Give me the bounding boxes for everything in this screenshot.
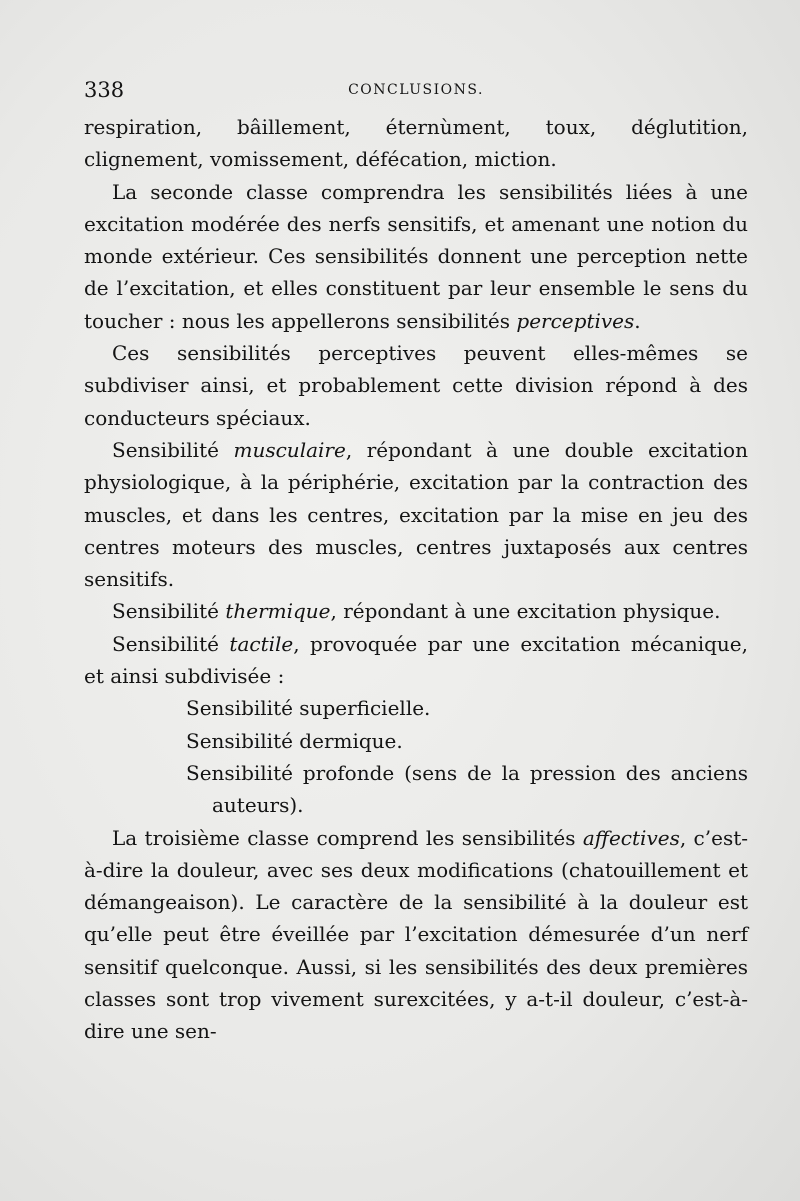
list-item: Sensibilité profonde (sens de la pression des anciens auteurs).	[186, 760, 748, 818]
list-item: Sensibilité superficielle.	[186, 696, 431, 721]
paragraph: respiration, bâillement, éternùment, toux, déglutition, clignement, vomissement, défécation, miction.	[84, 115, 748, 172]
italic-term: thermique	[225, 599, 331, 624]
paragraph: La seconde classe comprendra les sensibilités liées à une excitation modérée des nerfs sensitifs, et amenant une notion du monde extérieur. Ces sensibilités donnent une perception nette de l’excitation, et elles constituent par leur ensemble le sens du toucher : nous les appellerons sensibilités perceptives.	[84, 179, 748, 333]
list-item: Sensibilité dermique.	[186, 728, 403, 753]
paragraph: Sensibilité thermique, répondant à une excitation physique.	[112, 599, 721, 624]
paragraph: Ces sensibilités perceptives peuvent elles-mêmes se subdiviser ainsi, et probablement cette division répond à des conducteurs spéciaux.	[84, 341, 748, 430]
italic-term: affectives	[582, 825, 680, 850]
italic-term: perceptives	[516, 308, 635, 333]
italic-term: tactile	[229, 631, 294, 656]
page-body	[84, 111, 748, 1048]
running-title: CONCLUSIONS.	[348, 82, 484, 98]
page-header	[84, 78, 748, 108]
paragraph: Sensibilité musculaire, répondant à une double excitation physiologique, à la périphérie, excitation par la contraction des muscles, et dans les centres, excitation par la mise en jeu des centres moteurs des muscles, centres juxtaposés aux centres sensitifs.	[84, 437, 748, 592]
paragraph: La troisième classe comprend les sensibilités affectives, c’est-à-dire la douleur, avec ses deux modifications (chatouillement et démangeaison). Le caractère de la sensibilité à la douleur est qu’elle peut être éveillée par l’excitation démesurée d’un nerf sensitif quelconque. Aussi, si les sensibilités des deux premières classes sont trop vivement surexcitées, y a-t-il douleur, c’est-à-dire une sen-	[84, 825, 749, 1044]
italic-term: musculaire	[233, 437, 346, 462]
paragraph: Sensibilité tactile, provoquée par une excitation mécanique, et ainsi subdivisée :	[84, 631, 748, 689]
page-number: 338	[84, 78, 125, 102]
